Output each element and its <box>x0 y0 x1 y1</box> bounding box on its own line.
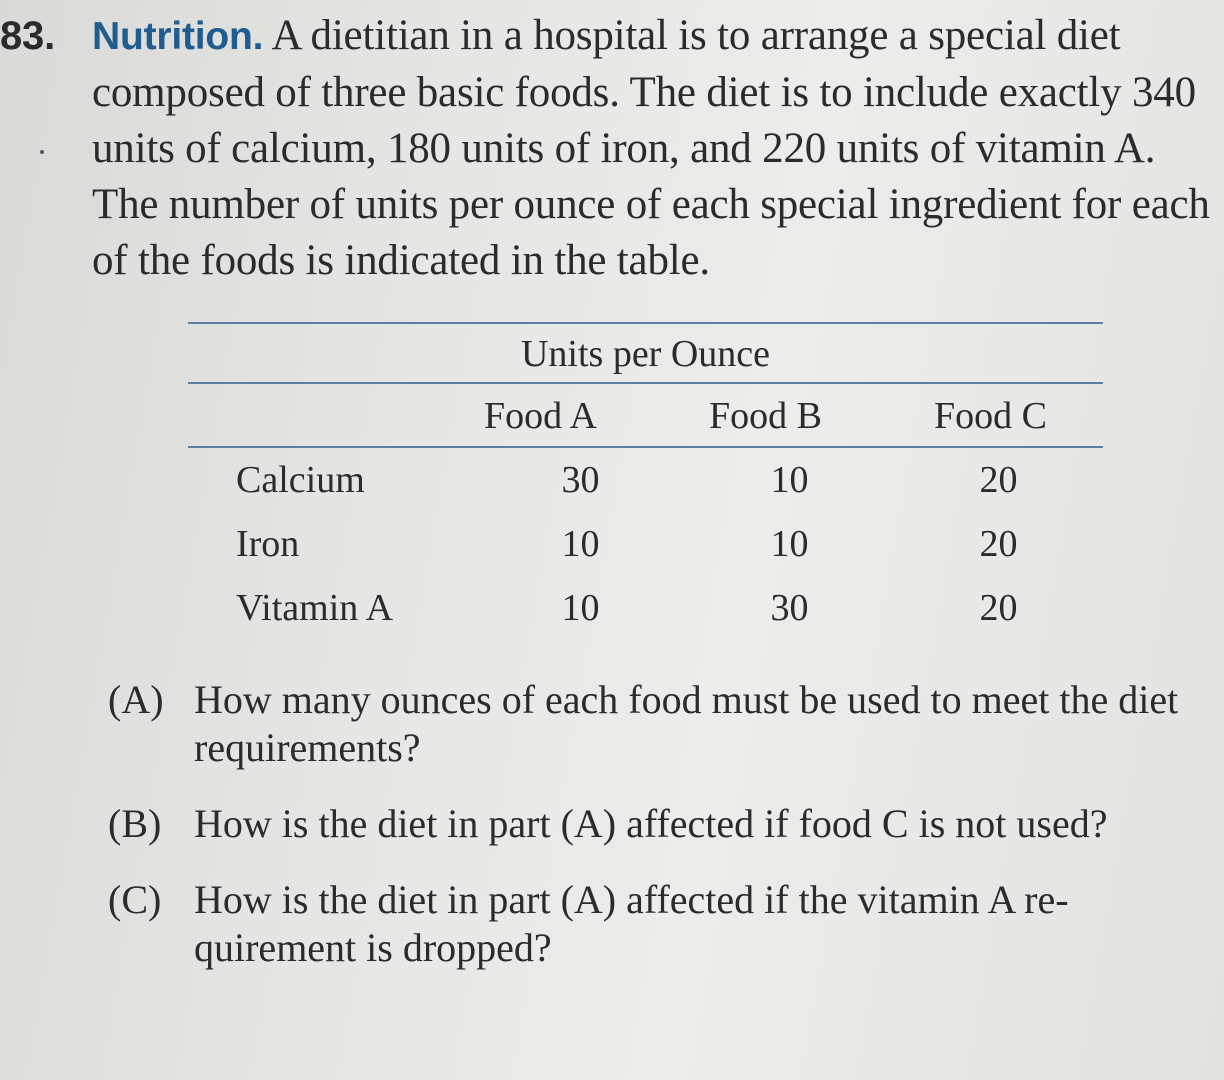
table-group-header-row <box>188 324 1103 382</box>
part-text: How is the diet in part (A) affected if food C is not used? <box>194 801 1108 846</box>
table-cell: 30 <box>770 587 809 629</box>
table-row <box>188 576 1103 640</box>
column-header-food-a: Food A <box>484 395 597 437</box>
question-part-a <box>108 676 1208 772</box>
problem-text: A dietitian in a hospital is to arrange a special diet composed of three basic foods. The diet is to include exactly 340 units of calcium, 180 units of iron, and 220 units of vitamin A. The number of units per ounce of each special ingredient for each of the foods is indicated in the table. <box>92 12 1210 284</box>
table-column-header-row <box>188 384 1103 446</box>
part-label: (C) <box>108 877 162 922</box>
column-header-food-b: Food B <box>709 395 822 437</box>
table-row <box>188 512 1103 576</box>
table-cell: 20 <box>979 523 1018 565</box>
row-label: Calcium <box>236 459 365 501</box>
table-cell: 10 <box>770 459 809 501</box>
part-text: How many ounces of each food must be used to meet the diet requirements? <box>194 677 1179 770</box>
row-label: Iron <box>236 523 300 565</box>
column-header-food-c: Food C <box>934 395 1047 437</box>
nutrient-table <box>188 322 1103 640</box>
part-label: (A) <box>108 677 164 722</box>
problem-intro <box>0 8 1210 289</box>
table-cell: 20 <box>979 459 1018 501</box>
row-label: Vitamin A <box>236 587 394 629</box>
table-cell: 10 <box>561 587 600 629</box>
table-cell: 30 <box>561 459 600 501</box>
table-cell: 10 <box>770 523 809 565</box>
group-header: Units per Ounce <box>520 333 771 375</box>
question-part-b <box>108 800 1208 848</box>
question-parts <box>108 676 1208 1000</box>
table-row <box>188 448 1103 512</box>
problem-keyword: Nutrition. <box>92 15 264 58</box>
question-part-c <box>108 876 1208 972</box>
units-table <box>188 324 1103 382</box>
table-cell: 20 <box>979 587 1018 629</box>
table-cell: 10 <box>561 523 600 565</box>
problem-statement <box>0 8 1210 289</box>
part-label: (B) <box>108 801 162 846</box>
part-text: How is the diet in part (A) affected if the vitamin A re-quirement is dropped? <box>194 877 1069 970</box>
problem-number: 83. <box>0 14 56 58</box>
